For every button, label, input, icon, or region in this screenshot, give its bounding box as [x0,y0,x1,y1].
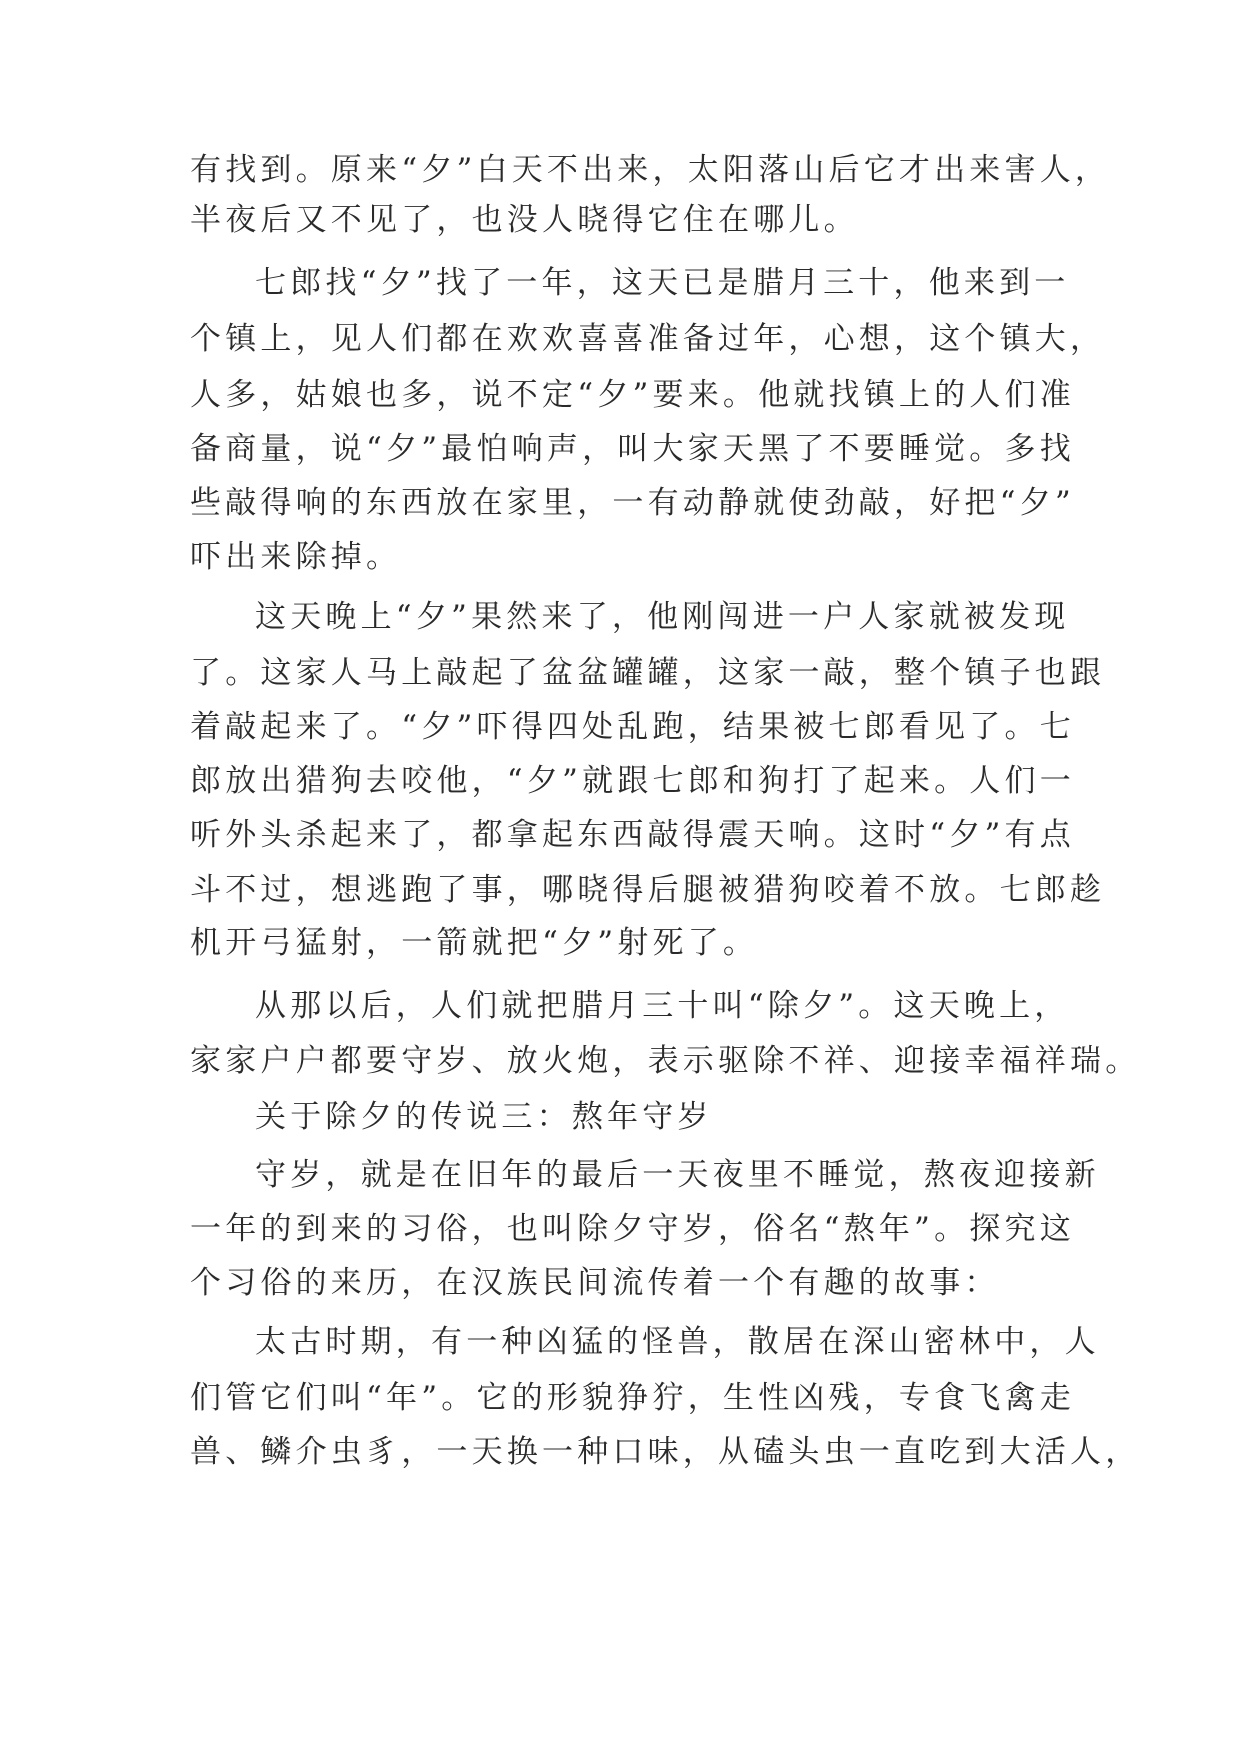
paragraph-start-line: 七郎找“夕”找了一年，这天已是腊月三十，他来到一 [255,265,1070,301]
text-line: 了。这家人马上敲起了盆盆罐罐，这家一敲，整个镇子也跟 [190,655,1106,691]
text-line: 着敲起来了。“夕”吓得四处乱跑，结果被七郎看见了。七 [190,709,1075,745]
text-line: 斗不过，想逃跑了事，哪晓得后腿被猎狗咬着不放。七郎趁 [190,872,1106,908]
paragraph-start-line: 这天晚上“夕”果然来了，他刚闯进一户人家就被发现 [255,599,1070,635]
section-heading: 关于除夕的传说三：熬年守岁 [255,1099,713,1135]
text-line: 听外头杀起来了，都拿起东西敲得震天响。这时“夕”有点 [190,817,1075,853]
paragraph-start-line: 太古时期，有一种凶猛的怪兽，散居在深山密林中，人 [255,1324,1100,1360]
text-line: 吓出来除掉。 [190,539,402,575]
text-line: 人多，姑娘也多，说不定“夕”要来。他就找镇上的人们准 [190,377,1075,413]
text-line: 个习俗的来历，在汉族民间流传着一个有趣的故事： [190,1265,1000,1301]
text-line: 备商量，说“夕”最怕响声，叫大家天黑了不要睡觉。多找 [190,431,1075,467]
text-line: 郎放出猎狗去咬他，“夕”就跟七郎和狗打了起来。人们一 [190,763,1075,799]
text-line: 一年的到来的习俗，也叫除夕守岁，俗名“熬年”。探究这 [190,1211,1075,1247]
text-line: 有找到。原来“夕”白天不出来，太阳落山后它才出来害人， [190,152,1111,188]
text-line: 机开弓猛射，一箭就把“夕”射死了。 [190,925,759,961]
paragraph-start-line: 从那以后，人们就把腊月三十叫“除夕”。这天晚上， [255,988,1070,1024]
text-line: 半夜后又不见了，也没人晓得它住在哪儿。 [190,202,859,238]
text-line: 家家户户都要守岁、放火炮，表示驱除不祥、迎接幸福祥瑞。 [190,1043,1141,1079]
text-line: 些敲得响的东西放在家里，一有动静就使劲敲，好把“夕” [190,485,1075,521]
text-line: 兽、鳞介虫豸，一天换一种口味，从磕头虫一直吃到大活人， [190,1434,1141,1470]
paragraph-start-line: 守岁，就是在旧年的最后一天夜里不睡觉，熬夜迎接新 [255,1157,1100,1193]
text-line: 们管它们叫“年”。它的形貌狰狞，生性凶残，专食飞禽走 [190,1380,1075,1416]
text-line: 个镇上，见人们都在欢欢喜喜准备过年，心想，这个镇大， [190,321,1106,357]
